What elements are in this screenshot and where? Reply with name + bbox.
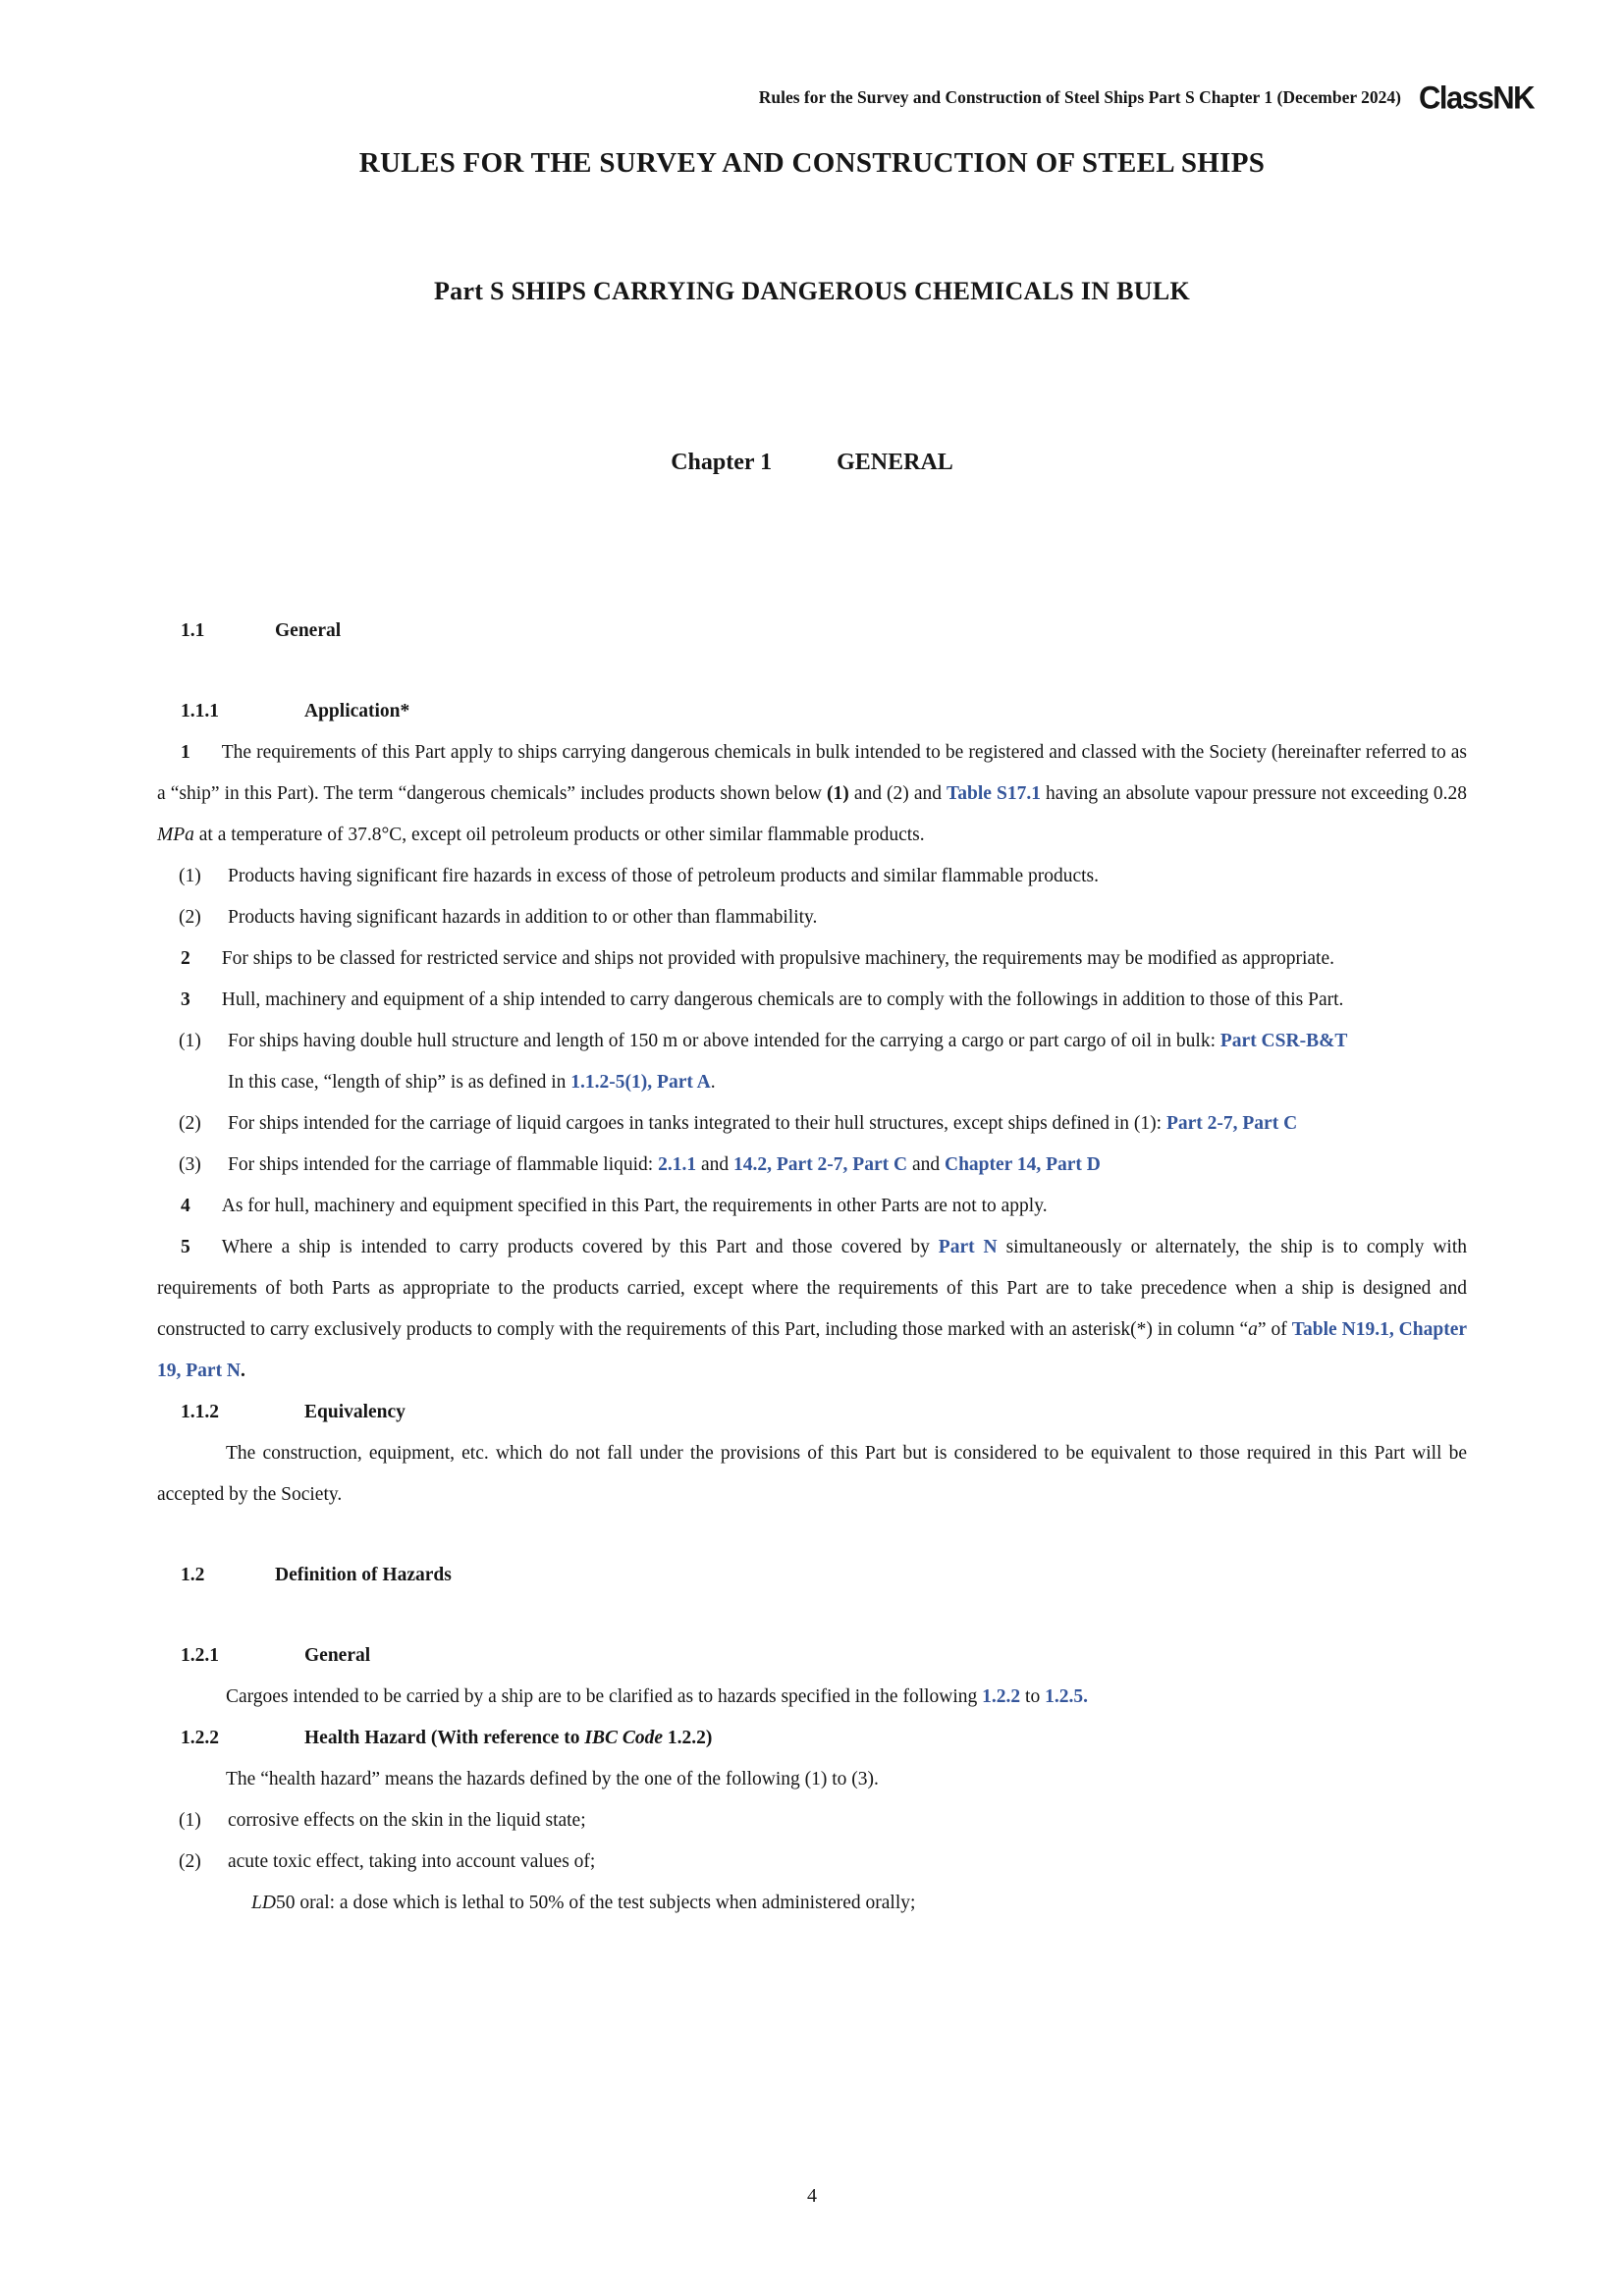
text-run: Cargoes intended to be carried by a ship are to be clarified as to hazards specified in the following bbox=[226, 1686, 983, 1707]
list-marker: (1) bbox=[179, 1810, 201, 1831]
text-run: The “health hazard” means the hazards defined by the one of the following (1) to (3). bbox=[226, 1769, 879, 1789]
bold-text: (1) bbox=[827, 783, 849, 804]
cross-reference-link[interactable]: Part CSR-B&T bbox=[1219, 1031, 1348, 1051]
list-item bbox=[157, 897, 1467, 938]
numbered-paragraph bbox=[157, 980, 1467, 1021]
subsection-number: 1.1.1 bbox=[181, 701, 219, 721]
paragraph bbox=[157, 1677, 1467, 1718]
text-run: For ships intended for the carriage of flammable liquid: bbox=[228, 1154, 659, 1175]
list-item bbox=[157, 1800, 1467, 1842]
list-item bbox=[157, 1145, 1467, 1186]
list-marker: (1) bbox=[179, 1031, 201, 1051]
bold-text: General bbox=[304, 1645, 371, 1666]
paragraph-number: 4 bbox=[181, 1196, 190, 1216]
text-run: corrosive effects on the skin in the liquid state; bbox=[228, 1810, 586, 1831]
list-item bbox=[157, 1103, 1467, 1145]
text-run: For ships having double hull structure and length of 150 m or above intended for the carrying a cargo or part cargo of oil in bulk: bbox=[228, 1031, 1220, 1051]
subsection-heading bbox=[157, 1392, 1467, 1433]
paragraph-number: 2 bbox=[181, 948, 190, 969]
bold-italic-text: IBC Code bbox=[584, 1728, 664, 1748]
page-header bbox=[157, 80, 1534, 116]
paragraph bbox=[157, 1759, 1467, 1800]
subsection-heading bbox=[157, 1718, 1467, 1759]
list-marker: (3) bbox=[179, 1154, 201, 1175]
subsection-heading bbox=[157, 691, 1467, 732]
text-run: As for hull, machinery and equipment specified in this Part, the requirements in other Parts are not to apply. bbox=[221, 1196, 1048, 1216]
classnk-logo: ClassNK bbox=[1419, 80, 1534, 116]
list-item bbox=[157, 1021, 1467, 1062]
subsection-heading bbox=[157, 1635, 1467, 1677]
section-title: Definition of Hazards bbox=[275, 1565, 452, 1585]
paragraph bbox=[157, 1433, 1467, 1516]
cross-reference-link[interactable]: Part 2-7, Part C bbox=[1165, 1113, 1298, 1134]
numbered-paragraph bbox=[157, 732, 1467, 856]
continuation-line bbox=[157, 1062, 1467, 1103]
cross-reference-link[interactable]: 1.2.2 bbox=[982, 1686, 1021, 1707]
text-run: Where a ship is intended to carry products covered by this Part and those covered by bbox=[221, 1237, 939, 1257]
text-run: simultaneously or alternately, the ship is to comply with requirements of both Parts as appropriate to the products carried, except where the requirements of this Part are to take precedence when a ship is designed and constructed to carry exclusively products to comply with the requirements of this Part, including those marked with an asterisk(*) in column “ bbox=[157, 1237, 1467, 1340]
list-item bbox=[157, 856, 1467, 897]
document-title: RULES FOR THE SURVEY AND CONSTRUCTION OF STEEL SHIPS bbox=[358, 147, 1266, 179]
text-run: and bbox=[907, 1154, 945, 1175]
subsection-number: 1.2.1 bbox=[181, 1645, 219, 1666]
text-run: acute toxic effect, taking into account values of; bbox=[228, 1851, 596, 1872]
cross-reference-link[interactable]: 2.1.1 bbox=[658, 1154, 697, 1175]
bold-text: . bbox=[241, 1361, 245, 1381]
text-run: 50 oral: a dose which is lethal to 50% of the test subjects when administered orally; bbox=[275, 1893, 916, 1913]
text-run: having an absolute vapour pressure not exceeding 0.28 bbox=[1040, 783, 1467, 804]
subsection-number: 1.2.2 bbox=[181, 1728, 219, 1748]
subsection-number: 1.1.2 bbox=[181, 1402, 219, 1422]
list-item bbox=[157, 1842, 1467, 1883]
cross-reference-link[interactable]: Chapter 14, Part D bbox=[944, 1154, 1101, 1175]
cross-reference-link[interactable]: Table N19.1, Chapter 19, Part N bbox=[157, 1319, 1468, 1381]
text-run: Products having significant hazards in addition to or other than flammability. bbox=[228, 907, 818, 928]
italic-text: LD bbox=[251, 1893, 276, 1913]
text-run: For ships intended for the carriage of liquid cargoes in tanks integrated to their hull structures, except ships defined in (1): bbox=[228, 1113, 1166, 1134]
cross-reference-link[interactable]: 1.2.5. bbox=[1045, 1686, 1088, 1707]
text-run: In this case, “length of ship” is as defined in bbox=[228, 1072, 571, 1093]
numbered-paragraph bbox=[157, 1186, 1467, 1227]
text-run: Products having significant fire hazards in excess of those of petroleum products and similar flammable products. bbox=[228, 866, 1100, 886]
paragraph-number: 3 bbox=[181, 989, 190, 1010]
cross-reference-link[interactable]: 1.1.2-5(1), Part A bbox=[570, 1072, 711, 1093]
document-body bbox=[157, 611, 1467, 1924]
list-marker: (2) bbox=[179, 1113, 201, 1134]
cross-reference-link[interactable]: 14.2, Part 2-7, Part C bbox=[733, 1154, 908, 1175]
text-run: For ships to be classed for restricted service and ships not provided with propulsive machinery, the requirements may be modified as appropriate. bbox=[221, 948, 1334, 969]
chapter-name: GENERAL bbox=[837, 450, 953, 475]
text-run: The construction, equipment, etc. which do not fall under the provisions of this Part but is considered to be equivalent to those required in this Part will be accepted by the Society. bbox=[157, 1443, 1467, 1505]
definition-line bbox=[157, 1883, 1467, 1924]
section-number: 1.1 bbox=[181, 620, 205, 641]
chapter-heading bbox=[0, 450, 1624, 476]
text-run: The requirements of this Part apply to ships carrying dangerous chemicals in bulk intended to be registered and classed with the Society (hereinafter referred to as a “ship” in this Part). The term “dangerous chemicals” includes products shown below bbox=[157, 742, 1467, 804]
section-heading bbox=[157, 1555, 1467, 1596]
section-number: 1.2 bbox=[181, 1565, 205, 1585]
text-run: Hull, machinery and equipment of a ship intended to carry dangerous chemicals are to comply with the followings in addition to those of this Part. bbox=[221, 989, 1344, 1010]
list-marker: (1) bbox=[179, 866, 201, 886]
list-marker: (2) bbox=[179, 907, 201, 928]
section-title: General bbox=[275, 620, 342, 641]
italic-text: MPa bbox=[157, 825, 194, 845]
part-title: Part S SHIPS CARRYING DANGEROUS CHEMICALS IN BULK bbox=[433, 277, 1191, 305]
text-run: and bbox=[696, 1154, 733, 1175]
cross-reference-link[interactable]: Table S17.1 bbox=[947, 783, 1041, 804]
paragraph-number: 1 bbox=[181, 742, 190, 763]
bold-text: 1.2.2) bbox=[663, 1728, 713, 1748]
text-run: . bbox=[710, 1072, 716, 1093]
cross-reference-link[interactable]: Part N bbox=[938, 1237, 998, 1257]
bold-text: Health Hazard (With reference to bbox=[304, 1728, 585, 1748]
bold-text: Equivalency bbox=[304, 1402, 406, 1422]
numbered-paragraph bbox=[157, 938, 1467, 980]
page-number: 4 bbox=[807, 2185, 817, 2207]
text-run: ” of bbox=[1257, 1319, 1292, 1340]
text-run: to bbox=[1020, 1686, 1046, 1707]
text-run: at a temperature of 37.8°C, except oil petroleum products or other similar flammable products. bbox=[193, 825, 925, 845]
italic-text: a bbox=[1248, 1319, 1258, 1340]
list-marker: (2) bbox=[179, 1851, 201, 1872]
numbered-paragraph bbox=[157, 1227, 1467, 1392]
bold-text: Application* bbox=[304, 701, 410, 721]
section-heading bbox=[157, 611, 1467, 652]
running-header-title: Rules for the Survey and Construction of Steel Ships Part S Chapter 1 (December 2024) bbox=[758, 87, 1401, 107]
paragraph-number: 5 bbox=[181, 1237, 190, 1257]
text-run: and (2) and bbox=[848, 783, 947, 804]
chapter-label: Chapter 1 bbox=[671, 450, 773, 475]
